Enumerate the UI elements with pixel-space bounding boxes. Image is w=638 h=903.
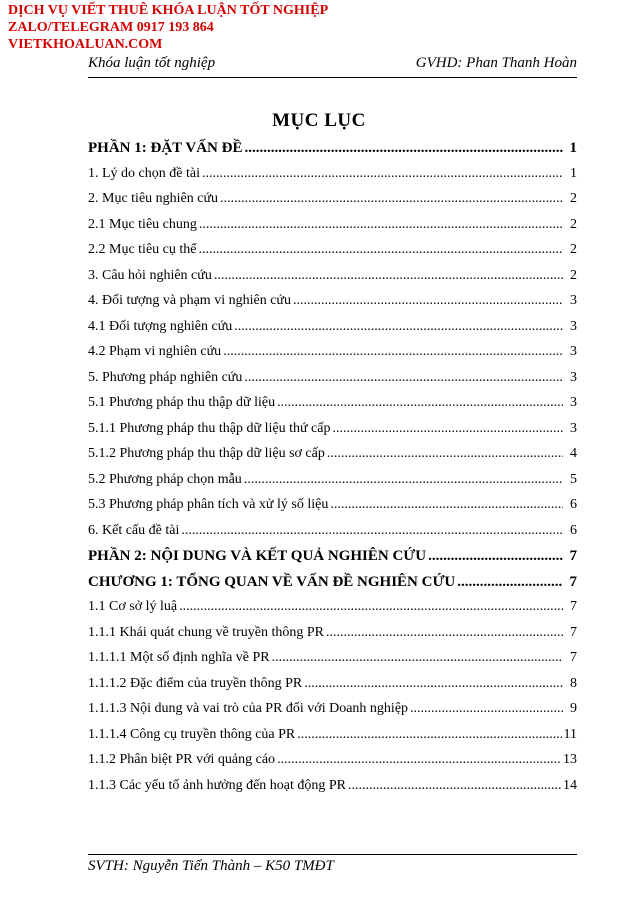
toc-entry-page: 1 xyxy=(569,140,577,156)
toc-entry-label: 5.1.2 Phương pháp thu thập dữ liệu sơ cấp xyxy=(88,446,325,461)
toc-entry-page: 6 xyxy=(570,497,577,512)
toc-entry-page: 9 xyxy=(570,701,577,716)
toc-entry[interactable] xyxy=(88,217,577,243)
toc-entry-page: 7 xyxy=(569,548,577,564)
toc-entry-label: 5. Phương pháp nghiên cứu xyxy=(88,369,243,385)
toc-entry-page: 3 xyxy=(570,420,577,436)
toc-entry[interactable] xyxy=(88,395,577,421)
header-right: GVHD: Phan Thanh Hoàn xyxy=(415,55,577,71)
toc-entry-label: 5.1.1 Phương pháp thu thập dữ liệu thứ cấp xyxy=(88,420,331,436)
toc-entry-page: 8 xyxy=(570,675,577,691)
toc-entry-page: 1 xyxy=(570,165,577,181)
toc-entry-page: 3 xyxy=(570,369,577,385)
toc-leader-dots xyxy=(198,242,563,258)
table-of-contents xyxy=(88,140,577,803)
toc-entry-label: 1.1.1.3 Nội dung và vai trò của PR đối với Doanh nghiệp xyxy=(88,701,409,716)
header-left: Khóa luận tốt nghiệp xyxy=(88,55,216,71)
toc-entry-page: 2 xyxy=(570,216,577,232)
toc-entry-page: 3 xyxy=(570,344,577,359)
toc-leader-dots xyxy=(272,650,563,666)
toc-entry-label: 4.2 Phạm vi nghiên cứu xyxy=(88,344,222,359)
toc-entry[interactable] xyxy=(88,752,577,778)
toc-entry-page: 14 xyxy=(563,777,577,793)
toc-entry[interactable] xyxy=(88,319,577,345)
toc-entry-page: 2 xyxy=(570,267,577,283)
toc-entry-label: 2.1 Mục tiêu chung xyxy=(88,216,197,232)
toc-entry-label: CHƯƠNG 1: TỔNG QUAN VỀ VẤN ĐỀ NGHIÊN CỨU xyxy=(88,573,456,590)
toc-entry-page: 4 xyxy=(570,446,577,461)
watermark xyxy=(8,2,328,53)
toc-leader-dots xyxy=(199,217,563,233)
toc-entry-page: 3 xyxy=(570,395,577,410)
toc-leader-dots xyxy=(293,293,563,309)
toc-leader-dots xyxy=(428,548,563,565)
toc-entry-label: 4. Đối tượng và phạm vi nghiên cứu xyxy=(88,293,291,308)
toc-entry-label: 3. Câu hỏi nghiên cứu xyxy=(88,267,212,283)
toc-leader-dots xyxy=(244,140,563,157)
toc-entry[interactable] xyxy=(88,650,577,676)
toc-entry[interactable] xyxy=(88,523,577,549)
toc-entry[interactable] xyxy=(88,293,577,319)
toc-entry-label: 1.1.3 Các yếu tố ảnh hưởng đến hoạt động PR xyxy=(88,777,347,793)
toc-entry-page: 7 xyxy=(570,650,577,665)
toc-leader-dots xyxy=(332,421,563,437)
toc-entry[interactable] xyxy=(88,778,577,804)
toc-entry-page: 7 xyxy=(570,624,577,640)
toc-leader-dots xyxy=(277,752,561,768)
toc-entry[interactable] xyxy=(88,268,577,294)
toc-entry[interactable] xyxy=(88,166,577,192)
toc-leader-dots xyxy=(330,497,563,513)
toc-entry-label: 2. Mục tiêu nghiên cứu xyxy=(88,191,219,206)
toc-entry[interactable] xyxy=(88,344,577,370)
watermark-line-3: VIETKHOALUAN.COM xyxy=(8,37,163,52)
toc-entry-page: 5 xyxy=(570,471,577,487)
toc-entry-label: 1.1.2 Phân biệt PR với quảng cáo xyxy=(88,752,276,767)
toc-entry-label: 1.1.1.2 Đặc điểm của truyền thông PR xyxy=(88,675,303,691)
toc-entry-page: 3 xyxy=(570,318,577,334)
toc-entry-page: 2 xyxy=(570,242,577,257)
toc-leader-dots xyxy=(234,319,563,335)
toc-entry-page: 7 xyxy=(570,599,577,614)
toc-entry-label: 1.1 Cơ sở lý luậ xyxy=(88,599,178,614)
toc-entry[interactable] xyxy=(88,191,577,217)
toc-entry-label: 6. Kết cấu đề tài xyxy=(88,522,180,538)
toc-entry-page: 11 xyxy=(563,726,577,742)
toc-entry-page: 3 xyxy=(570,293,577,308)
toc-entry[interactable] xyxy=(88,701,577,727)
toc-entry-label: 1.1.1.1 Một số định nghĩa về PR xyxy=(88,650,270,665)
toc-entry[interactable] xyxy=(88,574,577,600)
toc-entry[interactable] xyxy=(88,625,577,651)
toc-entry-page: 2 xyxy=(570,191,577,206)
toc-entry-label: PHẦN 2: NỘI DUNG VÀ KẾT QUẢ NGHIÊN CỨU xyxy=(88,548,427,564)
toc-entry-label: PHẦN 1: ĐẶT VẤN ĐỀ xyxy=(88,140,243,156)
toc-leader-dots xyxy=(220,191,563,207)
toc-entry-label: 5.2 Phương pháp chọn mẫu xyxy=(88,471,242,487)
toc-leader-dots xyxy=(179,599,563,615)
toc-leader-dots xyxy=(214,268,563,284)
toc-entry[interactable] xyxy=(88,242,577,268)
toc-leader-dots xyxy=(202,166,563,182)
page-footer: SVTH: Nguyễn Tiến Thành – K50 TMĐT xyxy=(88,854,577,875)
toc-entry[interactable] xyxy=(88,497,577,523)
toc-leader-dots xyxy=(457,574,563,591)
toc-leader-dots xyxy=(304,676,563,692)
watermark-line-2: ZALO/TELEGRAM 0917 193 864 xyxy=(8,20,214,35)
toc-leader-dots xyxy=(244,370,563,386)
toc-leader-dots xyxy=(181,523,563,539)
page-title: MỤC LỤC xyxy=(272,110,366,131)
toc-leader-dots xyxy=(327,446,563,462)
toc-entry-page: 13 xyxy=(563,752,577,767)
toc-leader-dots xyxy=(348,778,561,794)
toc-entry-label: 5.1 Phương pháp thu thập dữ liệu xyxy=(88,395,276,410)
toc-entry[interactable] xyxy=(88,140,577,166)
watermark-line-1: DỊCH VỤ VIẾT THUÊ KHÓA LUẬN TỐT NGHIỆP xyxy=(8,3,329,18)
toc-entry[interactable] xyxy=(88,548,577,574)
toc-entry[interactable] xyxy=(88,446,577,472)
toc-leader-dots xyxy=(297,727,561,743)
toc-entry[interactable] xyxy=(88,676,577,702)
toc-entry-label: 1.1.1.4 Công cụ truyền thông của PR xyxy=(88,726,296,742)
toc-leader-dots xyxy=(244,472,563,488)
toc-entry-label: 5.3 Phương pháp phân tích và xử lý số liệu xyxy=(88,497,329,512)
toc-entry[interactable] xyxy=(88,727,577,753)
toc-leader-dots xyxy=(277,395,563,411)
toc-entry-label: 4.1 Đối tượng nghiên cứu xyxy=(88,318,233,334)
toc-entry-page: 6 xyxy=(570,522,577,538)
toc-entry[interactable] xyxy=(88,472,577,498)
toc-entry[interactable] xyxy=(88,599,577,625)
toc-entry-label: 1. Lý do chọn đề tài xyxy=(88,165,200,181)
page-header xyxy=(88,55,577,78)
toc-entry[interactable] xyxy=(88,370,577,396)
toc-entry-label: 1.1.1 Khái quát chung về truyền thông PR xyxy=(88,624,325,640)
toc-leader-dots xyxy=(326,625,563,641)
toc-entry[interactable] xyxy=(88,421,577,447)
toc-entry-page: 7 xyxy=(569,573,577,590)
toc-leader-dots xyxy=(223,344,563,360)
toc-leader-dots xyxy=(410,701,563,717)
toc-entry-label: 2.2 Mục tiêu cụ thể xyxy=(88,242,197,257)
